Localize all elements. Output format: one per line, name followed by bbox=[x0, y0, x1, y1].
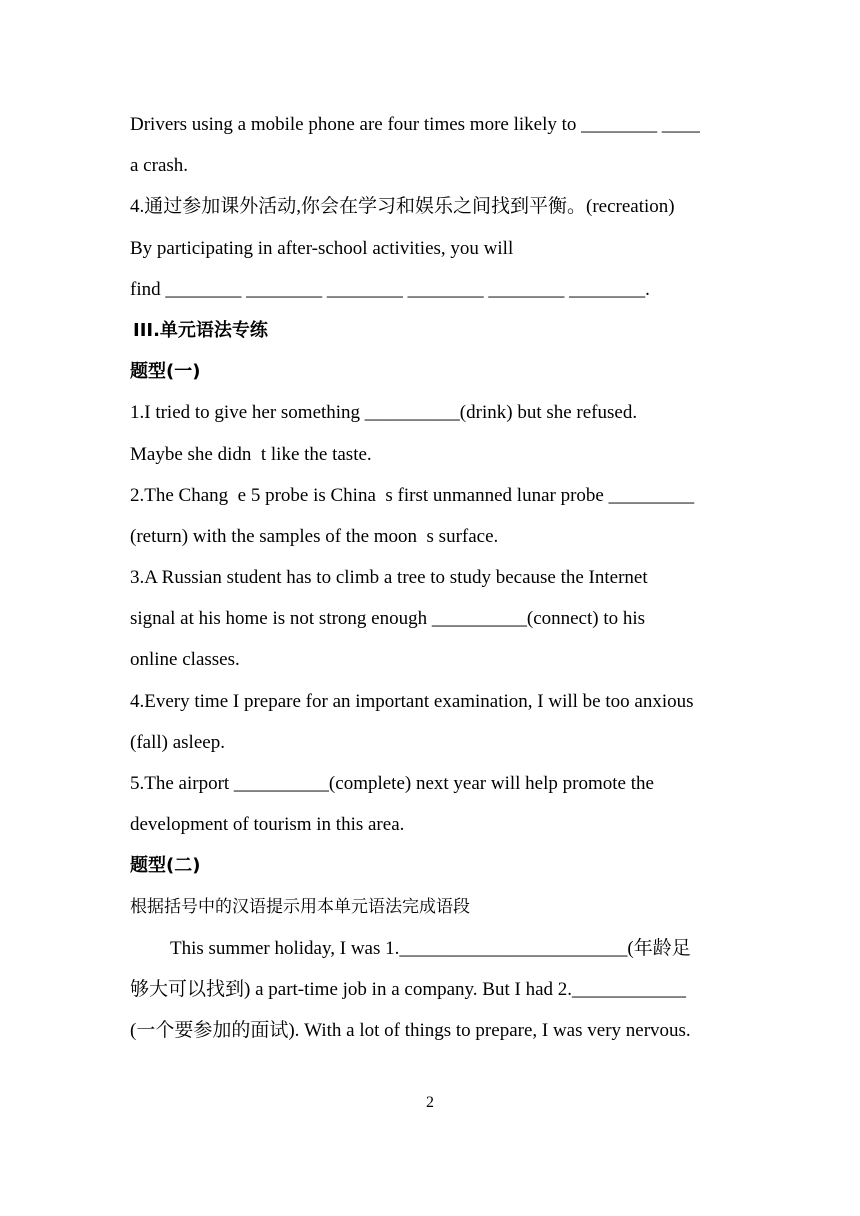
question-type-heading: 题型(一) bbox=[130, 361, 201, 383]
section-heading: III.单元语法专练 bbox=[133, 319, 268, 341]
text-line: 够大可以找到) a part-time job in a company. But I had 2.____________ bbox=[130, 978, 687, 1000]
text-line: 4.Every time I prepare for an important examination, I will be too anxious bbox=[130, 690, 694, 712]
text-line: find ________ ________ ________ ________ ________ ________. bbox=[130, 278, 650, 300]
text-line: 2.The Chang e 5 probe is China s first unmanned lunar probe _________ bbox=[130, 484, 695, 506]
text-line: By participating in after-school activities, you will bbox=[130, 237, 514, 259]
text-line: 1.I tried to give her something __________(drink) but she refused. bbox=[130, 402, 638, 424]
text-line: 4.通过参加课外活动,你会在学习和娱乐之间找到平衡。(recreation) bbox=[130, 196, 675, 218]
text-line: (return) with the samples of the moon s surface. bbox=[130, 525, 499, 547]
text-line: online classes. bbox=[130, 649, 240, 671]
page-number: 2 bbox=[426, 1094, 434, 1111]
text-line: a crash. bbox=[130, 155, 189, 177]
document-body bbox=[130, 104, 732, 1051]
text-line: signal at his home is not strong enough __________(connect) to his bbox=[130, 608, 646, 630]
text-line: 3.A Russian student has to climb a tree to study because the Internet bbox=[130, 567, 648, 589]
text-line: Drivers using a mobile phone are four times more likely to ________ ____ bbox=[130, 114, 700, 135]
text-line: development of tourism in this area. bbox=[130, 814, 405, 836]
instruction-line: 根据括号中的汉语提示用本单元语法完成语段 bbox=[130, 896, 470, 917]
text-line: Maybe she didn t like the taste. bbox=[130, 443, 372, 465]
text-line: This summer holiday, I was 1.________________________(年龄足 bbox=[170, 937, 691, 959]
text-line: (fall) asleep. bbox=[130, 731, 225, 753]
text-line: (一个要参加的面试). With a lot of things to prepare, I was very nervous. bbox=[130, 1020, 691, 1042]
text-line: 5.The airport __________(complete) next year will help promote the bbox=[130, 773, 654, 794]
question-type-heading: 题型(二) bbox=[130, 855, 201, 877]
